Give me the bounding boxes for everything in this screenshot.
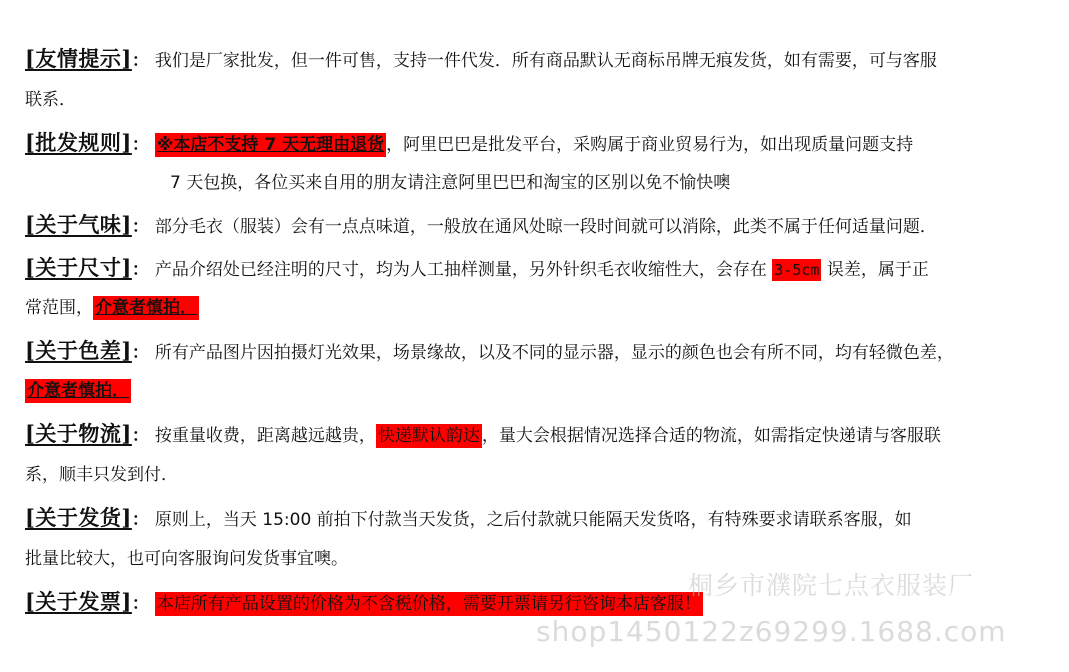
logistics-colon: ： — [131, 426, 149, 446]
smell-label: [关于气味] — [25, 212, 132, 237]
friendly-line-1 — [25, 48, 937, 72]
friendly-text-1: 我们是厂家批发，但一件可售，支持一件代发．所有商品默认无商标吊牌无痕发货，如有需要，可与客服 — [154, 51, 937, 71]
watermark-url: shop1450122z69299.1688.com — [536, 615, 1007, 648]
logistics-text-1b: ，量大会根据情况选择合适的物流，如需指定快递请与客服联 — [481, 426, 941, 446]
wholesale-line-2 — [170, 172, 730, 194]
invoice-highlight: 本店所有产品设置的价格为不含税价格，需要开票请另行咨询本店客服！ — [156, 594, 701, 614]
size-text-1b: 误差，属于正 — [821, 260, 929, 280]
color-caution: 介意者慎拍． — [27, 381, 129, 401]
smell-text-1: 部分毛衣（服装）会有一点点味道，一般放在通风处晾一段时间就可以消除，此类不属于任何适量问题． — [154, 217, 937, 237]
size-label: [关于尺寸] — [25, 255, 132, 280]
size-text-1a: 产品介绍处已经注明的尺寸，均为人工抽样测量，另外针织毛衣收缩性大，会存在 — [154, 260, 773, 280]
friendly-line-2 — [25, 89, 76, 111]
invoice-label: [关于发票] — [25, 589, 132, 614]
wholesale-text-2: 7 天包换，各位买来自用的朋友请注意阿里巴巴和淘宝的区别以免不愉快噢 — [170, 173, 731, 193]
friendly-colon: ： — [131, 51, 149, 71]
color-text-1: 所有产品图片因拍摄灯光效果，场景缘故，以及不同的显示器，显示的颜色也会有所不同，均有轻微色差， — [154, 343, 954, 363]
logistics-text-2: 系，顺丰只发到付． — [25, 465, 178, 485]
logistics-line-1 — [25, 423, 941, 447]
size-colon: ： — [131, 260, 149, 280]
logistics-label: [关于物流] — [25, 421, 132, 446]
shipping-line-2 — [25, 548, 348, 570]
invoice-line-1 — [25, 591, 703, 615]
invoice-colon: ： — [131, 594, 149, 614]
size-line-1 — [25, 257, 929, 281]
color-line-2 — [25, 380, 131, 402]
size-caution: 介意者慎拍． — [95, 298, 197, 318]
shipping-label: [关于发货] — [25, 505, 132, 530]
logistics-highlight: 快递默认韵达 — [377, 426, 480, 446]
watermark-company: 桐乡市濮院七点衣服装厂 — [688, 571, 975, 600]
wholesale-label: [批发规则] — [25, 130, 132, 155]
shipping-text-2: 批量比较大，也可向客服询问发货事宜噢。 — [25, 549, 348, 569]
size-text-2a: 常范围， — [25, 298, 93, 318]
size-highlight: 3-5cm — [774, 261, 820, 279]
logistics-line-2 — [25, 464, 178, 486]
wholesale-highlight: ※本店不支持 7 天无理由退货 — [156, 135, 385, 155]
friendly-text-2: 联系． — [25, 90, 76, 110]
wholesale-line-1 — [25, 132, 913, 156]
shipping-colon: ： — [131, 510, 149, 530]
smell-line-1 — [25, 214, 937, 238]
logistics-text-1a: 按重量收费，距离越远越贵， — [154, 426, 376, 446]
color-label: [关于色差] — [25, 338, 132, 363]
smell-colon: ： — [131, 217, 149, 237]
shipping-text-1: 原则上，当天 15:00 前拍下付款当天发货，之后付款就只能隔天发货咯，有特殊要求请联系客服，如 — [154, 510, 912, 530]
color-line-1 — [25, 340, 954, 364]
size-line-2 — [25, 297, 199, 319]
color-colon: ： — [131, 343, 149, 363]
shipping-line-1 — [25, 507, 912, 531]
wholesale-colon: ： — [131, 135, 149, 155]
wholesale-text-1: ，阿里巴巴是批发平台，采购属于商业贸易行为，如出现质量问题支持 — [386, 135, 914, 155]
friendly-label: [友情提示] — [25, 46, 132, 71]
